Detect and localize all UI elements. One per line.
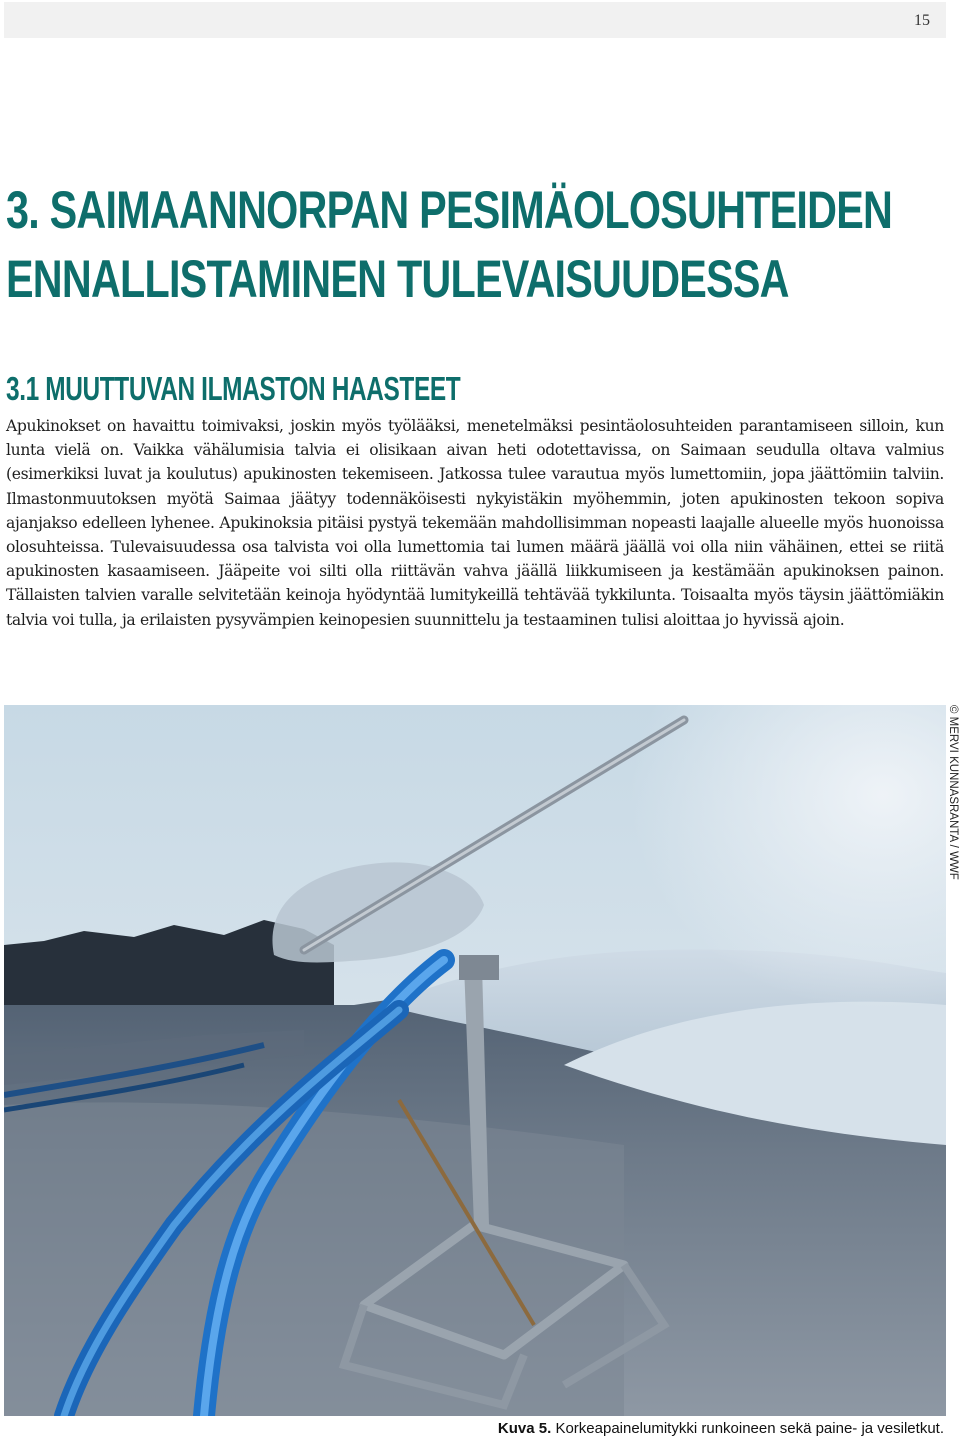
chapter-title-line-2: ENNALLISTAMINEN TULEVAISUUDESSA <box>6 250 789 309</box>
photo-credit <box>946 705 960 1005</box>
body-paragraph: Apukinokset on havaittu toimivaksi, joskin myös työlääksi, menetelmäksi pesintäolosuhteiden parantamiseen silloin, kun lunta vielä on. Vaikka vähälumisia talvia ei olisikaan aivan heti odotettavissa, on Saimaan seudulla oltava valmius (esimerkiksi luvat ja koulutus) apukinosten tekemiseen. Jatkossa tulee varautua myös lumettomiin, jopa jäättömiin talviin. Ilmastonmuutoksen myötä Saimaa jäätyy todennäköisesti nykyistäkin myöhemmin, joten apukinosten tekoon sopiva ajanjakso edelleen lyhenee. Apukinoksia pitäisi pystyä tekemään mahdollisimman nopeasti laajalle alueelle myös huonoissa olosuhteissa. Tulevaisuudessa osa talvista voi olla lumettomia tai lumen määrä jäällä voi olla niin vähäinen, ettei se riitä apukinosten kasaamiseen. Jääpeite voi silti olla riittävän vahva jäällä liikkumiseen ja kestämään apukinoksen painon. Tällaisten talvien varalle selvitetään keinoja hyödyntää lumitykeillä tehtävää tykkilunta. Toisaalta myös täysin jäättömiäkin talvia voi tulla, ja erilaisten pysyvämpien keinopesien suunnittelu ja testaaminen tulisi aloittaa jo hyvissä ajoin. <box>6 417 944 629</box>
section-title: 3.1 MUUTTUVAN ILMASTON HAASTEET <box>6 370 461 407</box>
caption-text: Korkeapainelumitykki runkoineen sekä paine- ja vesiletkut. <box>555 1420 944 1437</box>
chapter-title <box>6 176 893 314</box>
chapter-title-line-1: 3. SAIMAANNORPAN PESIMÄOLOSUHTEIDEN <box>6 181 893 240</box>
photo-credit-text: © MERVI KUNNASRANTA / WWF <box>947 705 959 880</box>
page-number: 15 <box>914 12 930 29</box>
snow-cannon-photo <box>4 705 946 1416</box>
caption-label: Kuva 5. <box>497 1420 552 1437</box>
page-header <box>4 2 946 38</box>
figure-caption <box>498 1420 944 1437</box>
